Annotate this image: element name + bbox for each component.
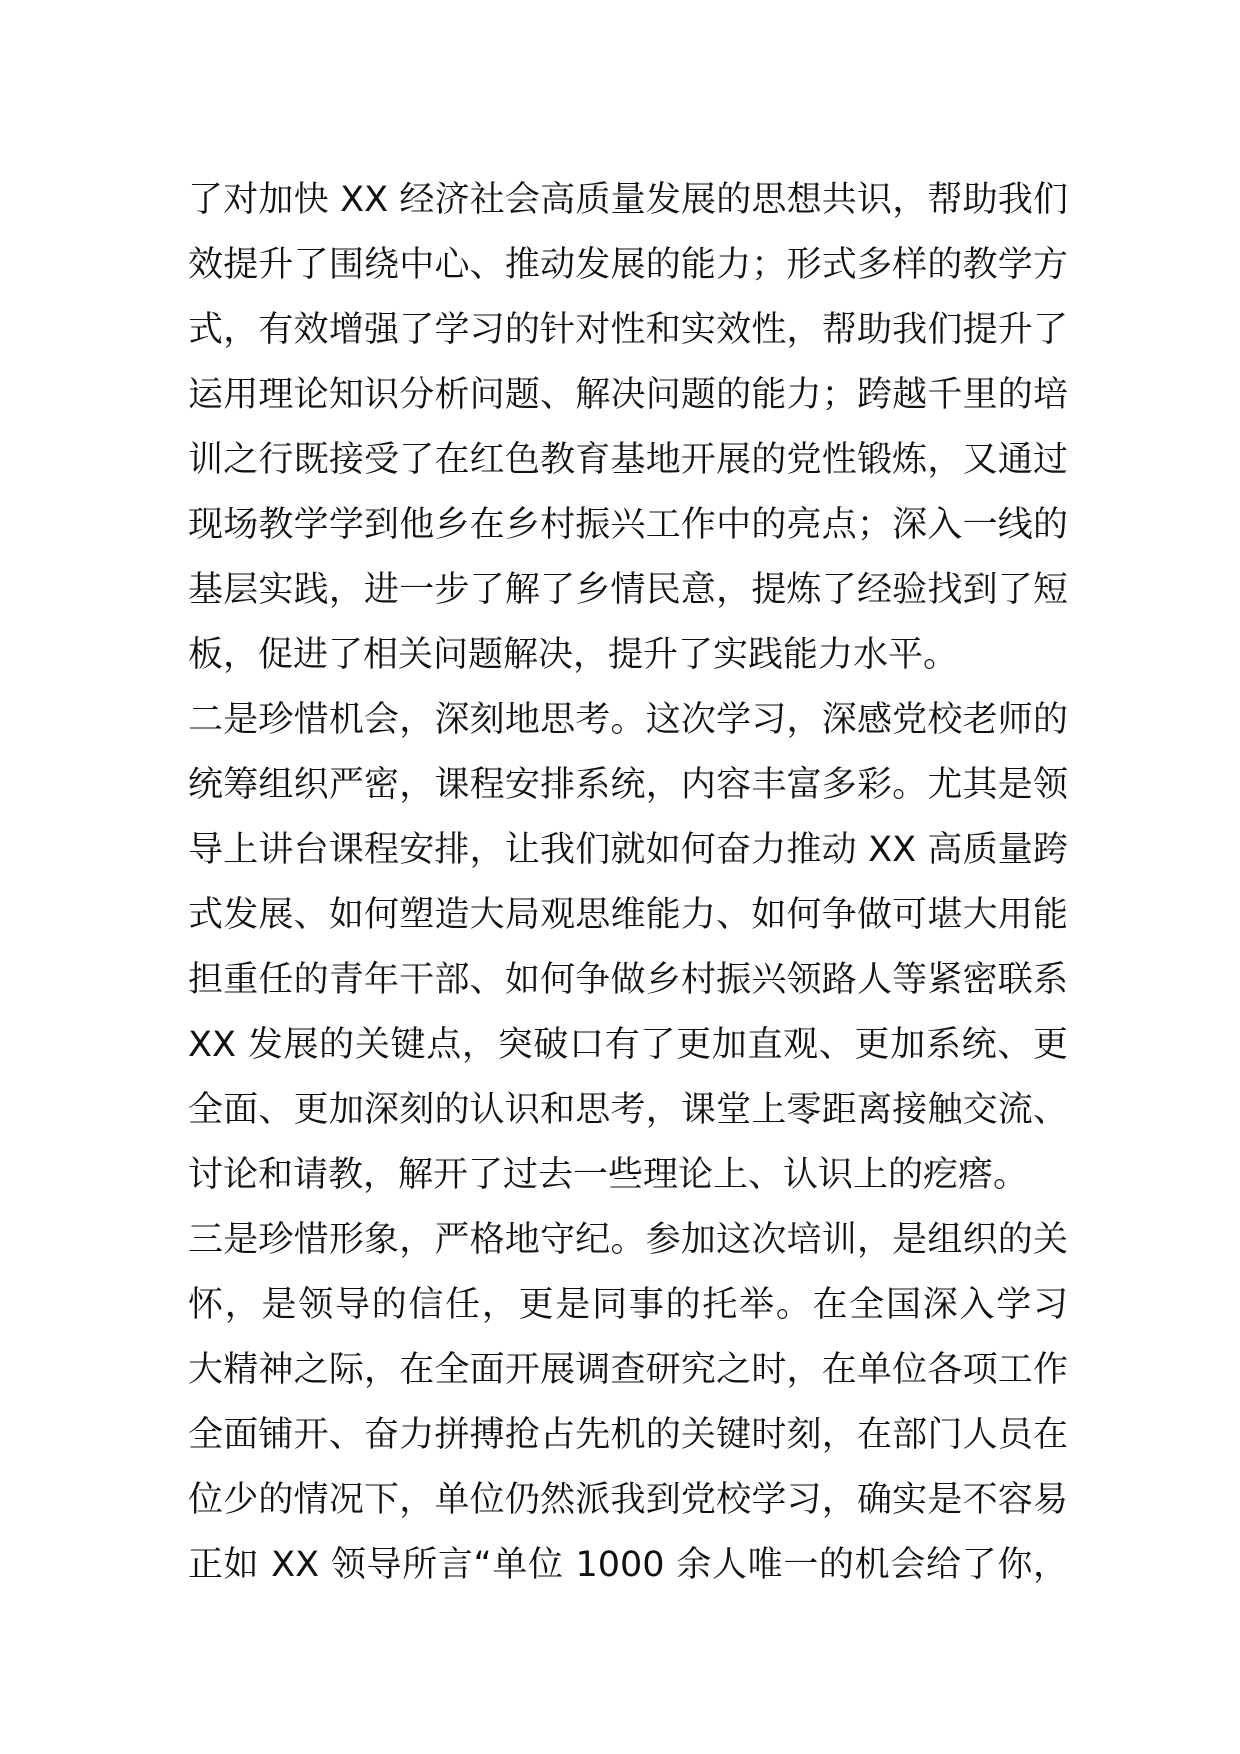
text-line: 全面铺开、奋力拼搏抢占先机的关键时刻，在部门人员在 [188,1415,1068,1455]
text-line: 导上讲台课程安排，让我们就如何奋力推动 XX 高质量跨 [188,830,1068,870]
text-line: XX 发展的关键点，突破口有了更加直观、更加系统、更 [188,1025,1068,1065]
text-line: 怀，是领导的信任，更是同事的托举。在全国深入学习 [188,1285,1068,1325]
text-line: 了对加快 XX 经济社会高质量发展的思想共识，帮助我们 [188,180,1068,220]
text-line: 三是珍惜形象，严格地守纪。参加这次培训，是组织的关 [188,1220,1068,1260]
text-line: 式，有效增强了学习的针对性和实效性，帮助我们提升了 [188,310,1068,350]
text-line: 训之行既接受了在红色教育基地开展的党性锻炼，又通过 [188,440,1068,480]
text-line: 正如 XX 领导所言“单位 1000 余人唯一的机会给了你， [188,1545,1068,1585]
text-line: 位少的情况下，单位仍然派我到党校学习，确实是不容易 [188,1480,1068,1520]
text-line: 式发展、如何塑造大局观思维能力、如何争做可堪大用能 [188,895,1068,935]
text-line: 现场教学学到他乡在乡村振兴工作中的亮点；深入一线的 [188,505,1068,545]
text-line: 讨论和请教，解开了过去一些理论上、认识上的疙瘩。 [188,1155,1029,1195]
text-line: 运用理论知识分析问题、解决问题的能力；跨越千里的培 [188,375,1068,415]
text-line: 担重任的青年干部、如何争做乡村振兴领路人等紧密联系 [188,960,1068,1000]
text-line: 基层实践，进一步了解了乡情民意，提炼了经验找到了短 [188,570,1068,610]
text-line: 全面、更加深刻的认识和思考，课堂上零距离接触交流、 [188,1090,1068,1130]
text-line: 板，促进了相关问题解决，提升了实践能力水平。 [188,635,959,675]
text-line: 效提升了围绕中心、推动发展的能力；形式多样的教学方 [188,245,1068,285]
text-line: 大精神之际，在全面开展调查研究之时，在单位各项工作 [188,1350,1068,1390]
body-text [188,168,1068,1598]
text-line: 统筹组织严密，课程安排系统，内容丰富多彩。尤其是领 [188,765,1068,805]
text-line: 二是珍惜机会，深刻地思考。这次学习，深感党校老师的 [188,700,1068,740]
